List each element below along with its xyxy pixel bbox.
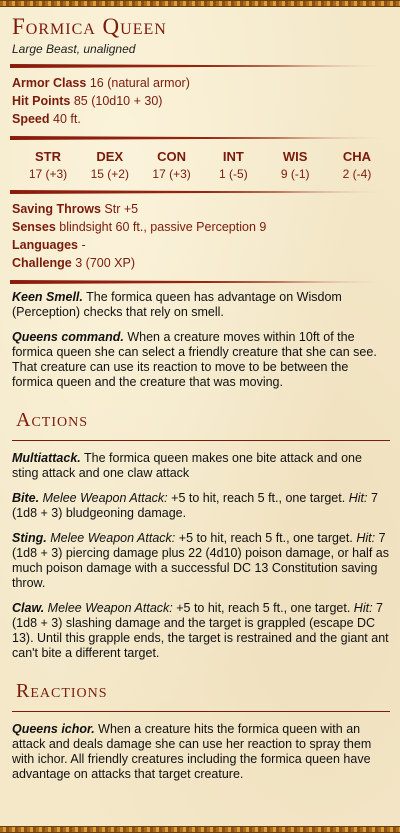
ability-name: WIS [282, 149, 308, 164]
ability-name: STR [35, 149, 61, 164]
reaction-text: When a creature hits the formica queen with an attack and deals damage she can use her reaction to spray them with ichor. All friendly creatures including the formica queen have advantage on attacks that target creature. [12, 722, 372, 781]
languages-label: Languages [12, 238, 78, 252]
divider [10, 280, 391, 284]
trait-keen-smell [12, 290, 390, 320]
ability-con [144, 148, 200, 182]
action-title: Claw. [12, 601, 45, 615]
speed-label: Speed [12, 112, 50, 126]
action-claw [12, 601, 390, 661]
bottom-border [0, 826, 400, 833]
ability-name: CHA [342, 149, 372, 164]
action-text: The formica queen makes one bite attack and one sting attack and one claw attack [12, 451, 362, 480]
armor-class-line [12, 74, 390, 92]
ability-name: CON [157, 149, 187, 164]
actions-rule [12, 440, 390, 441]
ability-value: 15 (+2) [90, 167, 129, 181]
trait-text: When a creature moves within 10ft of the formica queen she can select a friendly creature that she can see. That creature can use its reaction to move to be between the formica queen and the creature that was moving. [12, 330, 377, 389]
attack-text: +5 to hit, reach 5 ft., one target. [178, 531, 353, 545]
languages-value: - [81, 238, 86, 252]
ability-value: 17 (+3) [28, 167, 68, 181]
action-multiattack [12, 451, 390, 481]
attack-text: +5 to hit, reach 5 ft., one target. [171, 491, 346, 505]
saving-throws-value: Str +5 [104, 202, 139, 216]
senses-value: blindsight 60 ft., passive Perception 9 [59, 220, 267, 234]
ability-cha [329, 148, 385, 182]
armor-class-label: Armor Class [12, 76, 87, 90]
monster-name: Formica Queen [12, 14, 167, 39]
ability-dex [82, 148, 138, 182]
attack-type: Melee Weapon Attack: [50, 531, 176, 545]
ability-int [205, 148, 261, 182]
action-bite [12, 491, 390, 521]
monster-type: Large Beast, unaligned [12, 42, 136, 56]
hit-points-line [12, 92, 390, 110]
trait-title: Keen Smell. [12, 290, 83, 304]
hit-text: 7 (1d8 + 3) piercing damage plus 22 (4d10) poison damage, or half as much poison damage with a successful DC 13 Constitution saving throw. [12, 531, 389, 590]
hit-points-value: 85 (10d10 + 30) [73, 94, 163, 108]
ability-value: 17 (+3) [152, 167, 191, 181]
divider [10, 136, 391, 140]
challenge-label: Challenge [12, 256, 72, 270]
armor-class-value: 16 (natural armor) [89, 76, 190, 90]
trait-title: Queens command. [12, 330, 124, 344]
trait-queens-command [12, 330, 390, 390]
hit-label: Hit: [353, 601, 373, 615]
ability-value: 1 (-5) [219, 167, 248, 181]
ability-name: INT [222, 149, 244, 164]
languages-line [12, 236, 390, 254]
trait-text: The formica queen has advantage on Wisdom (Perception) checks that rely on smell. [12, 290, 342, 319]
attack-type: Melee Weapon Attack: [42, 491, 168, 505]
divider [10, 190, 391, 194]
action-title: Multiattack. [12, 451, 81, 465]
hit-text: 7 (1d8 + 3) bludgeoning damage. [12, 491, 378, 520]
hit-text: 7 (1d8 + 3) slashing damage and the target is grappled (escape DC 13). Until this grapple ends, the target is restrained and the giant ant can't bite a different target. [12, 601, 389, 660]
stat-block-content [12, 14, 390, 792]
action-sting [12, 531, 390, 591]
attack-type: Melee Weapon Attack: [47, 601, 173, 615]
senses-label: Senses [12, 220, 56, 234]
reaction-title: Queens ichor. [12, 722, 95, 736]
hit-label: Hit: [356, 531, 376, 545]
saving-throws-line [12, 200, 390, 218]
divider [10, 64, 391, 68]
top-border [0, 0, 400, 7]
actions-heading: Actions [16, 409, 89, 431]
reactions-rule [12, 711, 390, 712]
action-title: Sting. [12, 531, 47, 545]
attack-text: +5 to hit, reach 5 ft., one target. [176, 601, 351, 615]
hit-points-label: Hit Points [12, 94, 71, 108]
speed-value: 40 ft. [53, 112, 81, 126]
action-title: Bite. [12, 491, 40, 505]
ability-value: 2 (-4) [342, 167, 372, 181]
reactions-heading: Reactions [16, 680, 108, 702]
ability-value: 9 (-1) [280, 167, 310, 181]
ability-wis [267, 148, 323, 182]
speed-line [12, 110, 390, 128]
ability-scores [12, 146, 389, 182]
saving-throws-label: Saving Throws [12, 202, 101, 216]
challenge-value: 3 (700 XP) [75, 256, 135, 270]
ability-name: DEX [96, 149, 124, 164]
hit-label: Hit: [348, 491, 368, 505]
ability-str [20, 148, 76, 182]
challenge-line [12, 254, 390, 272]
senses-line [12, 218, 390, 236]
reaction-queens-ichor [12, 722, 390, 782]
